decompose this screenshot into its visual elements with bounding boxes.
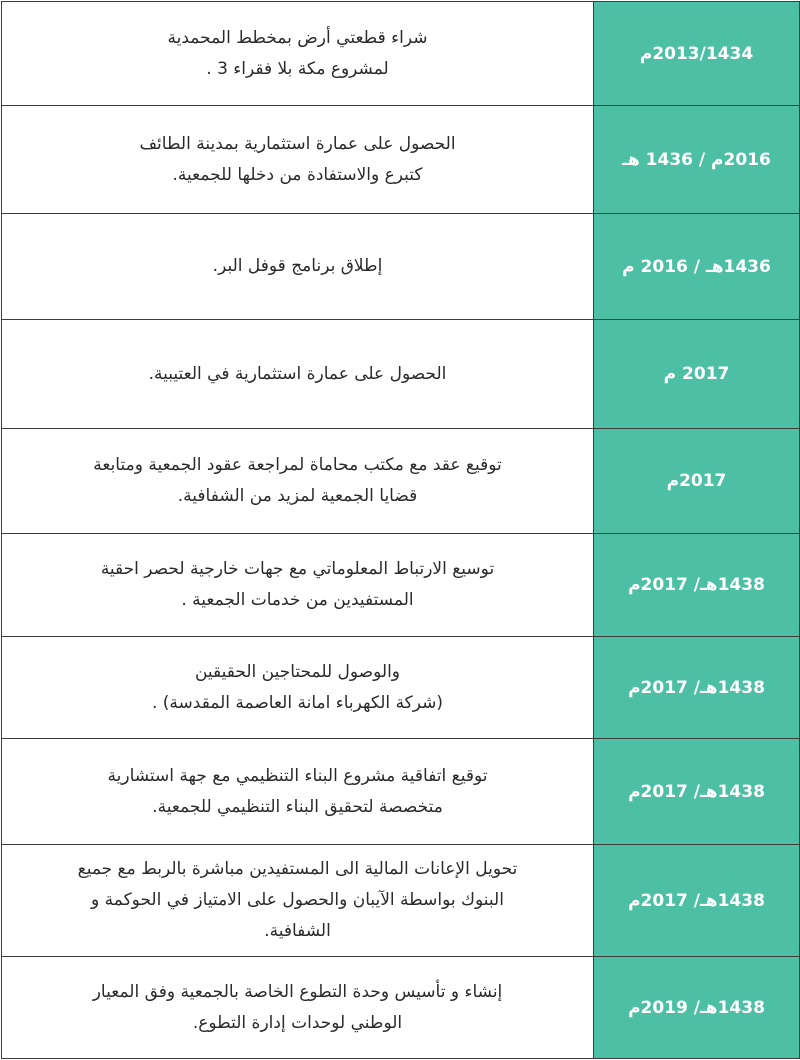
description-line: إطلاق برنامج قوفل البر. [212,256,383,276]
achievement-description [2,214,594,320]
timeline-row [2,845,800,957]
timeline-row [2,214,800,320]
description-line: توقيع اتفاقية مشروع البناء التنظيمي مع جهة استشارية [107,765,488,786]
timeline-table [1,1,800,1059]
achievement-description [2,957,594,1059]
description-line: توسيع الارتباط المعلوماتي مع جهات خارجية لحصر احقية [100,559,495,579]
achievement-description [2,429,594,534]
achievement-date: 1436هـ / 2016 م [594,214,800,320]
description-line: متخصصة لتحقيق البناء التنظيمي للجمعية. [152,796,443,817]
achievement-description [2,2,594,106]
achievement-date: 1438هـ/ 2017م [594,534,800,637]
description-line: والوصول للمحتاجين الحقيقين [194,661,401,682]
description-line: الحصول على عمارة استثمارية بمدينة الطائف [139,133,456,154]
description-line: إنشاء و تأسيس وحدة التطوع الخاصة بالجمعية وفق المعيار [92,981,503,1002]
achievement-date: 2017م [594,429,800,534]
achievement-description [2,106,594,214]
timeline-row [2,320,800,429]
achievement-date: 2017 م [594,320,800,429]
achievement-date: 2016م / 1436 هـ [594,106,800,214]
description-line: كتبرع والاستفادة من دخلها للجمعية. [172,164,423,185]
achievement-date: 1438هـ/ 2017م [594,739,800,845]
description-line: قضايا الجمعية لمزيد من الشفافية. [177,486,418,506]
description-line: شراء قطعتي أرض بمخطط المحمدية [167,27,428,48]
description-line: الوطني لوحدات إدارة التطوع. [192,1012,403,1033]
timeline-row [2,739,800,845]
achievement-date: 1438هـ/ 2017م [594,845,800,957]
timeline-row [2,957,800,1059]
achievement-date: 2013/1434م [594,2,800,106]
timeline-row [2,534,800,637]
description-line: الشفافية. [264,921,331,941]
achievement-date: 1438هـ/ 2019م [594,957,800,1059]
achievement-description [2,637,594,739]
timeline-row [2,637,800,739]
timeline-row [2,106,800,214]
achievement-description [2,739,594,845]
achievement-description [2,845,594,957]
description-line: (شركة الكهرباء امانة العاصمة المقدسة) . [151,692,444,713]
description-line: توقيع عقد مع مكتب محاماة لمراجعة عقود الجمعية ومتابعة [93,455,502,475]
description-line: الحصول على عمارة استثمارية في العتيبية. [148,363,447,384]
description-line: تحويل الإعانات المالية الى المستفيدين مباشرة بالربط مع جميع [77,859,518,879]
description-line: المستفيدين من خدمات الجمعية . [181,590,414,610]
timeline-row [2,2,800,106]
description-line: لمشروع مكة بلا فقراء 3 . [206,58,389,79]
achievement-description [2,320,594,429]
timeline-row [2,429,800,534]
description-line: البنوك بواسطة الآيبان والحصول على الامتياز في الحوكمة و [91,890,504,910]
achievement-description [2,534,594,637]
achievement-date: 1438هـ/ 2017م [594,637,800,739]
